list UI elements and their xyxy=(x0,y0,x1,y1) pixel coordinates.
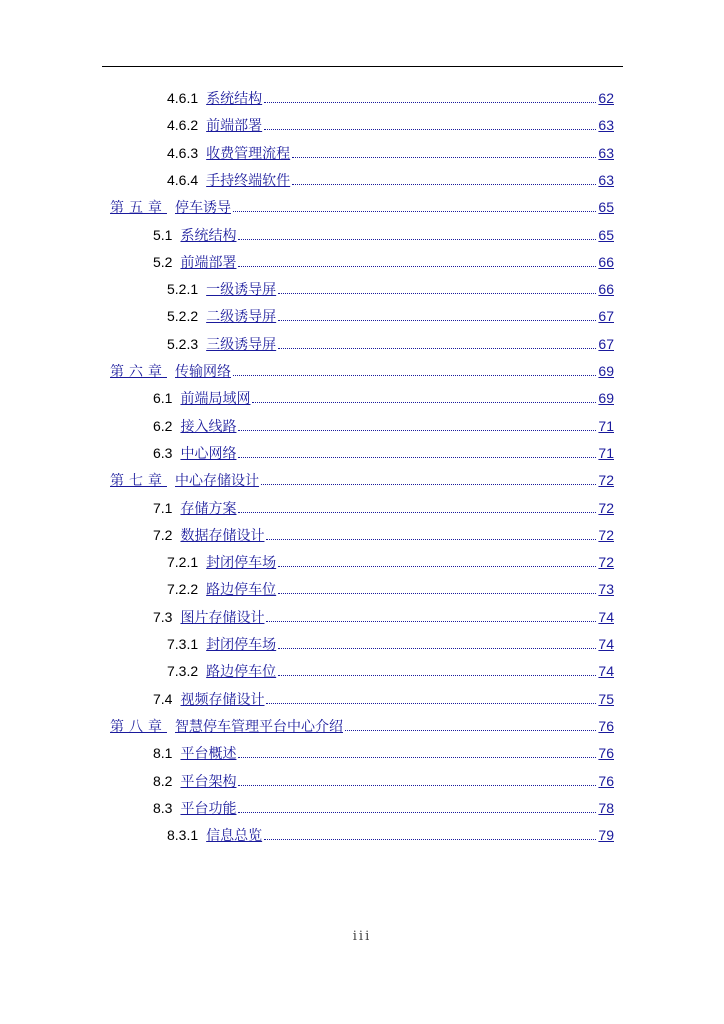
toc-chapter-entry[interactable] xyxy=(110,469,614,489)
toc-entry-number: 6.1 xyxy=(153,390,173,406)
toc-entry-number: 7.2 xyxy=(153,527,173,543)
toc-dot-leader xyxy=(278,593,596,594)
toc-entry-title[interactable]: 中心网络 xyxy=(180,445,237,461)
toc-entry-page[interactable]: 63 xyxy=(598,117,614,133)
toc-entry-page[interactable]: 66 xyxy=(598,281,614,297)
toc-entry-page[interactable]: 69 xyxy=(598,390,614,406)
toc-entry-page[interactable]: 63 xyxy=(598,145,614,161)
toc-entry-number: 8.3 xyxy=(153,800,173,816)
toc-entry-number: 8.1 xyxy=(153,745,173,761)
toc-entry-page[interactable]: 79 xyxy=(598,827,614,843)
toc-entry[interactable] xyxy=(153,442,614,462)
toc-dot-leader xyxy=(266,703,596,704)
toc-entry-page[interactable]: 69 xyxy=(598,363,614,379)
toc-entry-title[interactable]: 平台功能 xyxy=(180,800,237,816)
toc-dot-leader xyxy=(238,512,596,513)
toc-dot-leader xyxy=(264,102,596,103)
toc-dot-leader xyxy=(278,320,596,321)
toc-entry-title[interactable]: 传输网络 xyxy=(175,363,231,379)
toc-entry-title[interactable]: 收费管理流程 xyxy=(206,145,291,161)
toc-entry-title[interactable]: 封闭停车场 xyxy=(206,554,277,570)
toc-entry-title[interactable]: 前端部署 xyxy=(180,254,237,270)
toc-entry-page[interactable]: 67 xyxy=(598,308,614,324)
toc-dot-leader xyxy=(266,539,596,540)
toc-entry[interactable] xyxy=(153,251,614,271)
toc-entry-page[interactable]: 63 xyxy=(598,172,614,188)
toc-entry-page[interactable]: 71 xyxy=(598,418,614,434)
toc-entry-number: 5.1 xyxy=(153,227,173,243)
toc-entry-title[interactable]: 视频存储设计 xyxy=(180,691,265,707)
header-rule xyxy=(102,66,623,67)
toc-entry-title[interactable]: 图片存储设计 xyxy=(180,609,265,625)
toc-entry-page[interactable]: 75 xyxy=(598,691,614,707)
toc-entry[interactable] xyxy=(153,387,614,407)
toc-entry-title[interactable]: 前端部署 xyxy=(206,117,263,133)
toc-entry-page[interactable]: 65 xyxy=(598,199,614,215)
toc-entry[interactable] xyxy=(167,633,614,653)
toc-entry-title[interactable]: 系统结构 xyxy=(180,227,237,243)
toc-entry-number: 6.2 xyxy=(153,418,173,434)
toc-dot-leader xyxy=(278,566,596,567)
toc-entry-page[interactable]: 74 xyxy=(598,636,614,652)
toc-entry-number: 第八章 xyxy=(110,718,167,734)
toc-entry-title[interactable]: 二级诱导屏 xyxy=(206,308,277,324)
toc-entry-title[interactable]: 路边停车位 xyxy=(206,663,277,679)
toc-entry-number: 4.6.3 xyxy=(167,145,199,161)
toc-chapter-entry[interactable] xyxy=(110,360,614,380)
toc-entry-number: 第七章 xyxy=(110,472,167,488)
toc-dot-leader xyxy=(238,266,596,267)
toc-entry-number: 7.2.2 xyxy=(167,581,199,597)
toc-entry-page[interactable]: 65 xyxy=(598,227,614,243)
toc-entry-number: 4.6.4 xyxy=(167,172,199,188)
toc-entry[interactable] xyxy=(153,606,614,626)
toc-entry-page[interactable]: 72 xyxy=(598,500,614,516)
toc-entry-number: 第五章 xyxy=(110,199,167,215)
toc-dot-leader xyxy=(278,293,596,294)
toc-entry-page[interactable]: 71 xyxy=(598,445,614,461)
toc-entry-page[interactable]: 72 xyxy=(598,527,614,543)
toc-dot-leader xyxy=(238,430,596,431)
toc-dot-leader xyxy=(278,675,596,676)
toc-entry-title[interactable]: 平台概述 xyxy=(180,745,237,761)
toc-entry-page[interactable]: 74 xyxy=(598,609,614,625)
toc-dot-leader xyxy=(238,239,596,240)
toc-dot-leader xyxy=(261,484,596,485)
toc-entry-page[interactable]: 72 xyxy=(598,554,614,570)
toc-entry-number: 8.3.1 xyxy=(167,827,199,843)
toc-entry[interactable] xyxy=(153,770,614,790)
toc-entry[interactable] xyxy=(167,824,614,844)
toc-dot-leader xyxy=(292,184,596,185)
toc-entry-number: 8.2 xyxy=(153,773,173,789)
toc-dot-leader xyxy=(264,839,596,840)
toc-dot-leader xyxy=(233,375,596,376)
toc-entry-title[interactable]: 中心存储设计 xyxy=(175,472,259,488)
toc-entry-page[interactable]: 72 xyxy=(598,472,614,488)
toc-entry-title[interactable]: 接入线路 xyxy=(180,418,237,434)
toc-entry-number: 第六章 xyxy=(110,363,167,379)
toc-entry-number: 4.6.2 xyxy=(167,117,199,133)
toc-entry[interactable] xyxy=(167,169,614,189)
toc-entry-title[interactable]: 停车诱导 xyxy=(175,199,231,215)
toc-entry-number: 6.3 xyxy=(153,445,173,461)
toc-entry-title[interactable]: 存储方案 xyxy=(180,500,237,516)
toc-entry[interactable] xyxy=(153,688,614,708)
toc-dot-leader xyxy=(233,211,596,212)
toc-dot-leader xyxy=(345,730,596,731)
toc-entry[interactable] xyxy=(167,660,614,680)
toc-entry-title[interactable]: 前端局域网 xyxy=(180,390,251,406)
toc-entry-number: 7.3.1 xyxy=(167,636,199,652)
toc-dot-leader xyxy=(238,812,596,813)
toc-dot-leader xyxy=(264,129,596,130)
toc-entry-page[interactable]: 66 xyxy=(598,254,614,270)
toc-dot-leader xyxy=(238,757,596,758)
toc-entry[interactable] xyxy=(167,305,614,325)
toc-entry-title[interactable]: 一级诱导屏 xyxy=(206,281,277,297)
toc-entry-page[interactable]: 73 xyxy=(598,581,614,597)
toc-chapter-entry[interactable] xyxy=(110,715,614,735)
page-number: iii xyxy=(352,929,372,944)
toc-entry-number: 7.3.2 xyxy=(167,663,199,679)
toc-entry-page[interactable]: 67 xyxy=(598,336,614,352)
toc-entry-number: 5.2.3 xyxy=(167,336,199,352)
toc-entry-title[interactable]: 手持终端软件 xyxy=(206,172,291,188)
toc-dot-leader xyxy=(252,402,596,403)
toc-dot-leader xyxy=(278,648,596,649)
toc-entry[interactable] xyxy=(153,797,614,817)
toc-entry[interactable] xyxy=(153,415,614,435)
toc-entry-number: 5.2.2 xyxy=(167,308,199,324)
toc-entry-page[interactable]: 76 xyxy=(598,745,614,761)
toc-entry-title[interactable]: 封闭停车场 xyxy=(206,636,277,652)
toc-entry-page[interactable]: 74 xyxy=(598,663,614,679)
toc-entry[interactable] xyxy=(167,278,614,298)
toc-entry-number: 5.2.1 xyxy=(167,281,199,297)
toc-entry[interactable] xyxy=(153,742,614,762)
toc-entry-title[interactable]: 数据存储设计 xyxy=(180,527,265,543)
toc-entry[interactable] xyxy=(153,497,614,517)
toc-entry[interactable] xyxy=(167,551,614,571)
toc-entry-number: 5.2 xyxy=(153,254,173,270)
toc-entry-page[interactable]: 78 xyxy=(598,800,614,816)
toc-dot-leader xyxy=(238,785,596,786)
toc-dot-leader xyxy=(238,457,596,458)
toc-entry-title[interactable]: 路边停车位 xyxy=(206,581,277,597)
toc-entry-number: 7.3 xyxy=(153,609,173,625)
toc-entry-number: 7.4 xyxy=(153,691,173,707)
toc-chapter-entry[interactable] xyxy=(110,196,614,216)
toc-entry-page[interactable]: 76 xyxy=(598,718,614,734)
toc-dot-leader xyxy=(278,348,596,349)
toc-entry-title[interactable]: 信息总览 xyxy=(206,827,263,843)
toc-entry[interactable] xyxy=(153,224,614,244)
toc-entry[interactable] xyxy=(167,114,614,134)
toc-entry-title[interactable]: 智慧停车管理平台中心介绍 xyxy=(175,718,343,734)
toc-entry-page[interactable]: 76 xyxy=(598,773,614,789)
toc-dot-leader xyxy=(266,621,596,622)
toc-entry-title[interactable]: 三级诱导屏 xyxy=(206,336,277,352)
toc-entry-number: 7.2.1 xyxy=(167,554,199,570)
toc-entry[interactable] xyxy=(167,578,614,598)
toc-dot-leader xyxy=(292,157,596,158)
toc-entry-title[interactable]: 平台架构 xyxy=(180,773,237,789)
toc-entry-number: 4.6.1 xyxy=(167,90,199,106)
toc-entry[interactable] xyxy=(153,524,614,544)
toc-entry[interactable] xyxy=(167,142,614,162)
toc-entry-title[interactable]: 系统结构 xyxy=(206,90,263,106)
toc-entry[interactable] xyxy=(167,333,614,353)
toc-entry[interactable] xyxy=(167,87,614,107)
toc-entry-number: 7.1 xyxy=(153,500,173,516)
toc-entry-page[interactable]: 62 xyxy=(598,90,614,106)
